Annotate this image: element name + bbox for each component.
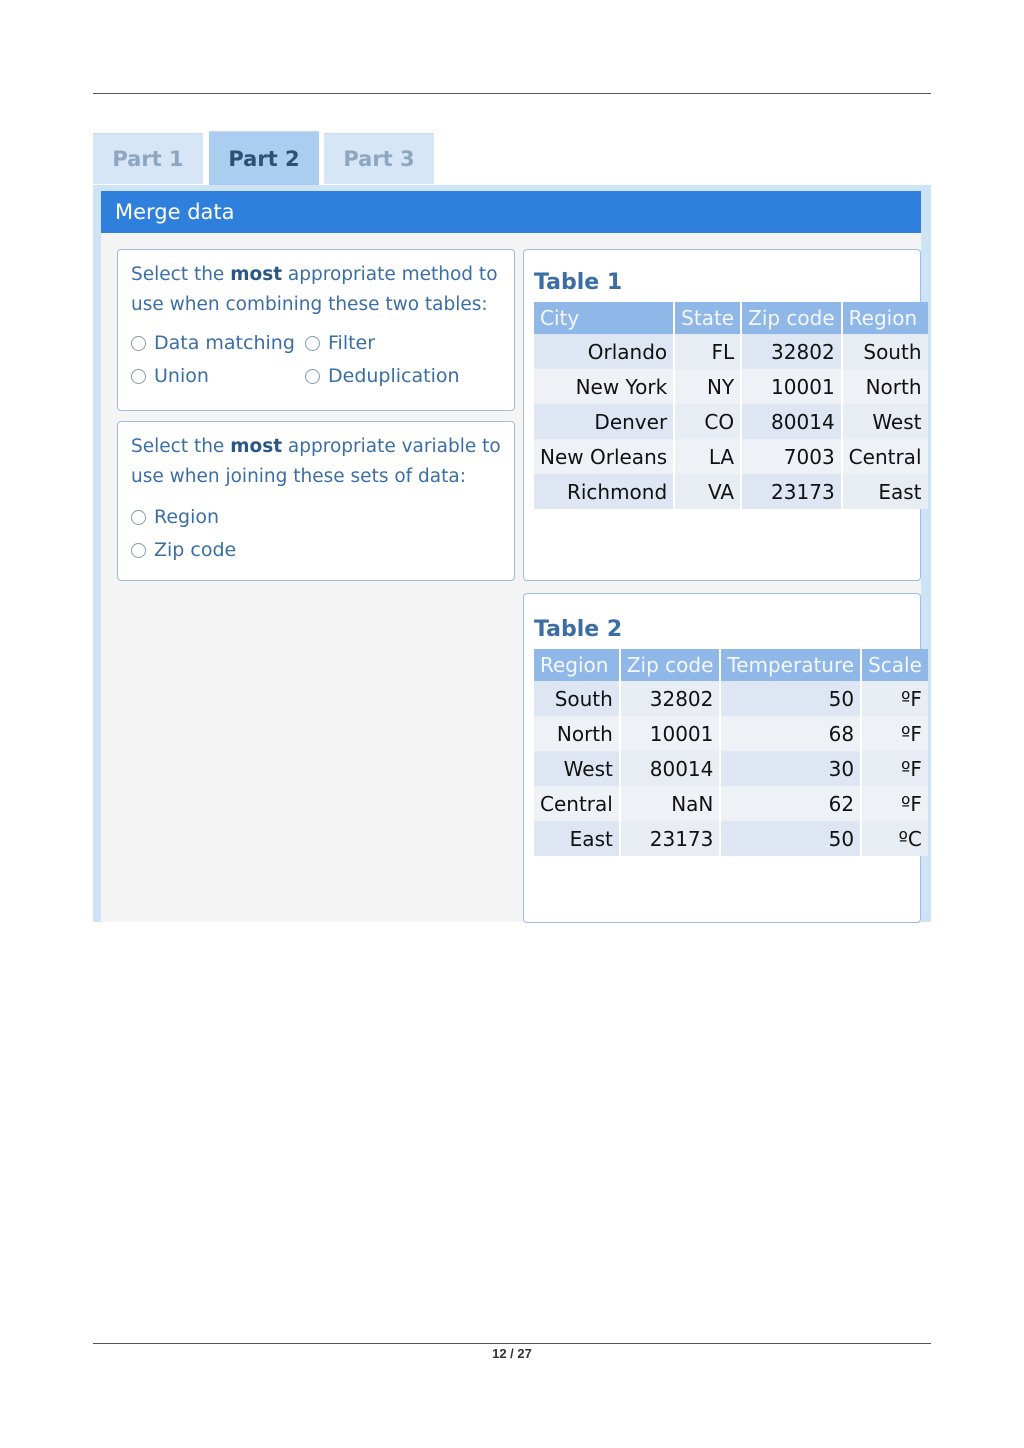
table-row: [534, 681, 928, 716]
option-label: Region: [154, 506, 220, 528]
table-cell: ºC: [861, 821, 928, 856]
table-2: [534, 649, 928, 856]
table-row: [534, 786, 928, 821]
table-cell: ºF: [861, 786, 928, 821]
table-header-row: [534, 302, 928, 334]
table-cell: 30: [720, 751, 861, 786]
table-row: [534, 369, 928, 404]
table-cell: 10001: [620, 716, 721, 751]
table-row: [534, 404, 928, 439]
table-cell: North: [534, 716, 620, 751]
table-1-title: Table 1: [534, 270, 623, 295]
table-cell: Orlando: [534, 334, 674, 369]
table-cell: NaN: [620, 786, 721, 821]
radio-icon[interactable]: [305, 336, 320, 351]
table-1: [534, 302, 928, 509]
panel-body: [101, 191, 921, 922]
option-label: Deduplication: [328, 365, 460, 387]
table-row: [534, 716, 928, 751]
question-1-text: Select the most appropriate method to use when combining these two tables:: [131, 264, 498, 315]
column-header: Zip code: [741, 302, 842, 334]
table-cell: 62: [720, 786, 861, 821]
option-filter[interactable]: [305, 332, 375, 354]
table-cell: New York: [534, 369, 674, 404]
table-row: [534, 751, 928, 786]
tab-part-1[interactable]: Part 1: [93, 133, 203, 184]
table-cell: Denver: [534, 404, 674, 439]
table-cell: 68: [720, 716, 861, 751]
table-cell: 7003: [741, 439, 842, 474]
table-cell: VA: [674, 474, 741, 509]
page-number: 12 / 27: [492, 1346, 532, 1361]
table-cell: West: [534, 751, 620, 786]
table-cell: South: [842, 334, 928, 369]
question-2-box: [117, 421, 515, 581]
column-header: Scale: [861, 649, 928, 681]
table-cell: LA: [674, 439, 741, 474]
option-label: Zip code: [154, 539, 237, 561]
table-cell: 32802: [620, 681, 721, 716]
table-cell: CO: [674, 404, 741, 439]
table-2-box: [523, 593, 921, 923]
option-zip-code[interactable]: [131, 539, 236, 561]
radio-icon[interactable]: [305, 369, 320, 384]
option-label: Union: [154, 365, 209, 387]
table-cell: FL: [674, 334, 741, 369]
question-1-box: [117, 249, 515, 411]
table-cell: New Orleans: [534, 439, 674, 474]
table-2-title: Table 2: [534, 617, 623, 642]
table-header-row: [534, 649, 928, 681]
table-cell: West: [842, 404, 928, 439]
option-region[interactable]: [131, 506, 219, 528]
header-rule: [93, 93, 931, 94]
table-cell: 32802: [741, 334, 842, 369]
table-cell: East: [842, 474, 928, 509]
tab-part-3[interactable]: Part 3: [324, 133, 434, 184]
radio-icon[interactable]: [131, 336, 146, 351]
table-row: [534, 821, 928, 856]
table-row: [534, 334, 928, 369]
option-label: Filter: [328, 332, 376, 354]
table-cell: 10001: [741, 369, 842, 404]
question-2-text: Select the most appropriate variable to use when joining these sets of data:: [131, 436, 501, 487]
table-cell: Richmond: [534, 474, 674, 509]
table-cell: Central: [842, 439, 928, 474]
table-row: [534, 439, 928, 474]
option-label: Data matching: [154, 332, 295, 354]
column-header: Zip code: [620, 649, 721, 681]
table-row: [534, 474, 928, 509]
option-union[interactable]: [131, 365, 209, 387]
table-cell: East: [534, 821, 620, 856]
column-header: Region: [842, 302, 928, 334]
table-cell: ºF: [861, 716, 928, 751]
table-cell: 80014: [741, 404, 842, 439]
table-cell: Central: [534, 786, 620, 821]
table-cell: 23173: [620, 821, 721, 856]
table-cell: South: [534, 681, 620, 716]
option-data-matching[interactable]: [131, 332, 295, 354]
main-panel: [93, 185, 931, 922]
footer-rule: [93, 1343, 931, 1344]
column-header: Temperature: [720, 649, 861, 681]
table-cell: ºF: [861, 751, 928, 786]
column-header: State: [674, 302, 741, 334]
table-cell: 50: [720, 821, 861, 856]
table-cell: North: [842, 369, 928, 404]
table-cell: ºF: [861, 681, 928, 716]
table-cell: 80014: [620, 751, 721, 786]
table-cell: NY: [674, 369, 741, 404]
table-cell: 23173: [741, 474, 842, 509]
table-cell: 50: [720, 681, 861, 716]
column-header: City: [534, 302, 674, 334]
radio-icon[interactable]: [131, 369, 146, 384]
option-deduplication[interactable]: [305, 365, 460, 387]
column-header: Region: [534, 649, 620, 681]
table-1-box: [523, 249, 921, 581]
radio-icon[interactable]: [131, 510, 146, 525]
radio-icon[interactable]: [131, 543, 146, 558]
tab-part-2[interactable]: Part 2: [209, 131, 319, 186]
panel-title: Merge data: [101, 191, 921, 233]
